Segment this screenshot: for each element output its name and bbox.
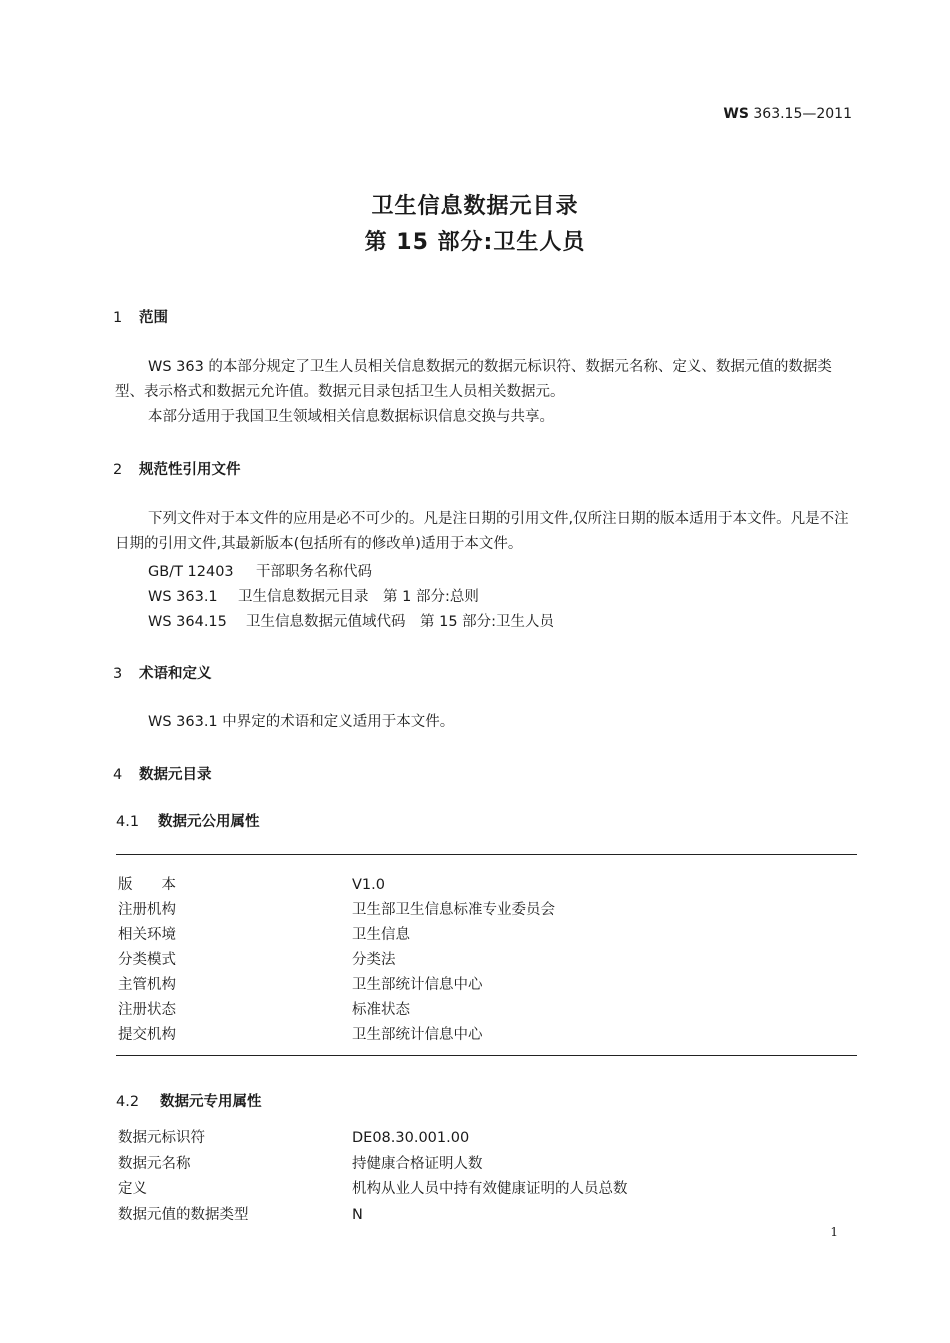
section-3-body — [115, 710, 855, 735]
document-title: 卫生信息数据元目录 — [371, 194, 579, 219]
reference-item: WS 364.15 卫生信息数据元值域代码 第 15 部分:卫生人员 — [148, 614, 555, 630]
attribute-row: 版 本 V1.0 — [118, 877, 385, 893]
standard-code: WS 363.15—2011 — [723, 106, 852, 122]
attribute-row: 分类模式 分类法 — [118, 952, 396, 968]
section-4-1-heading: 4.1 数据元公用属性 — [116, 814, 260, 830]
table-bottom-rule — [116, 1055, 857, 1056]
reference-item: WS 363.1 卫生信息数据元目录 第 1 部分:总则 — [148, 589, 479, 605]
attribute-row: 注册机构 卫生部卫生信息标准专业委员会 — [118, 902, 555, 918]
section-2-heading: 2 规范性引用文件 — [113, 462, 241, 478]
section-1-para-1: WS 363 的本部分规定了卫生人员相关信息数据元的数据元标识符、数据元名称、定义、数据元值的数据类型、表示格式和数据元允许值。数据元目录包括卫生人员相关数据元。 — [115, 359, 832, 400]
attribute-row: 主管机构 卫生部统计信息中心 — [118, 977, 483, 993]
document-subtitle: 第 15 部分:卫生人员 — [364, 230, 586, 255]
attribute-row: 数据元名称 持健康合格证明人数 — [118, 1156, 483, 1172]
section-2-body — [115, 507, 855, 557]
section-4-heading: 4 数据元目录 — [113, 767, 212, 783]
attribute-row: 提交机构 卫生部统计信息中心 — [118, 1027, 483, 1043]
section-3-para-1: WS 363.1 中界定的术语和定义适用于本文件。 — [148, 714, 455, 730]
section-4-2-heading: 4.2 数据元专用属性 — [116, 1094, 262, 1110]
section-1-para-2: 本部分适用于我国卫生领域相关信息数据标识信息交换与共享。 — [148, 409, 554, 425]
section-1-body — [115, 355, 855, 430]
attribute-row: 数据元标识符 DE08.30.001.00 — [118, 1130, 470, 1146]
section-1-heading: 1 范围 — [113, 310, 168, 326]
page-number: 1 — [830, 1225, 838, 1239]
attribute-row: 数据元值的数据类型 N — [118, 1207, 363, 1223]
section-2-para-1: 下列文件对于本文件的应用是必不可少的。凡是注日期的引用文件,仅所注日期的版本适用于本文件。凡是不注日期的引用文件,其最新版本(包括所有的修改单)适用于本文件。 — [115, 511, 849, 552]
attribute-row: 相关环境 卫生信息 — [118, 927, 410, 943]
attribute-row: 注册状态 标准状态 — [118, 1002, 410, 1018]
section-3-heading: 3 术语和定义 — [113, 666, 212, 682]
attribute-row: 定义 机构从业人员中持有效健康证明的人员总数 — [118, 1181, 628, 1197]
reference-item: GB/T 12403 干部职务名称代码 — [148, 564, 372, 580]
table-top-rule — [116, 854, 857, 855]
